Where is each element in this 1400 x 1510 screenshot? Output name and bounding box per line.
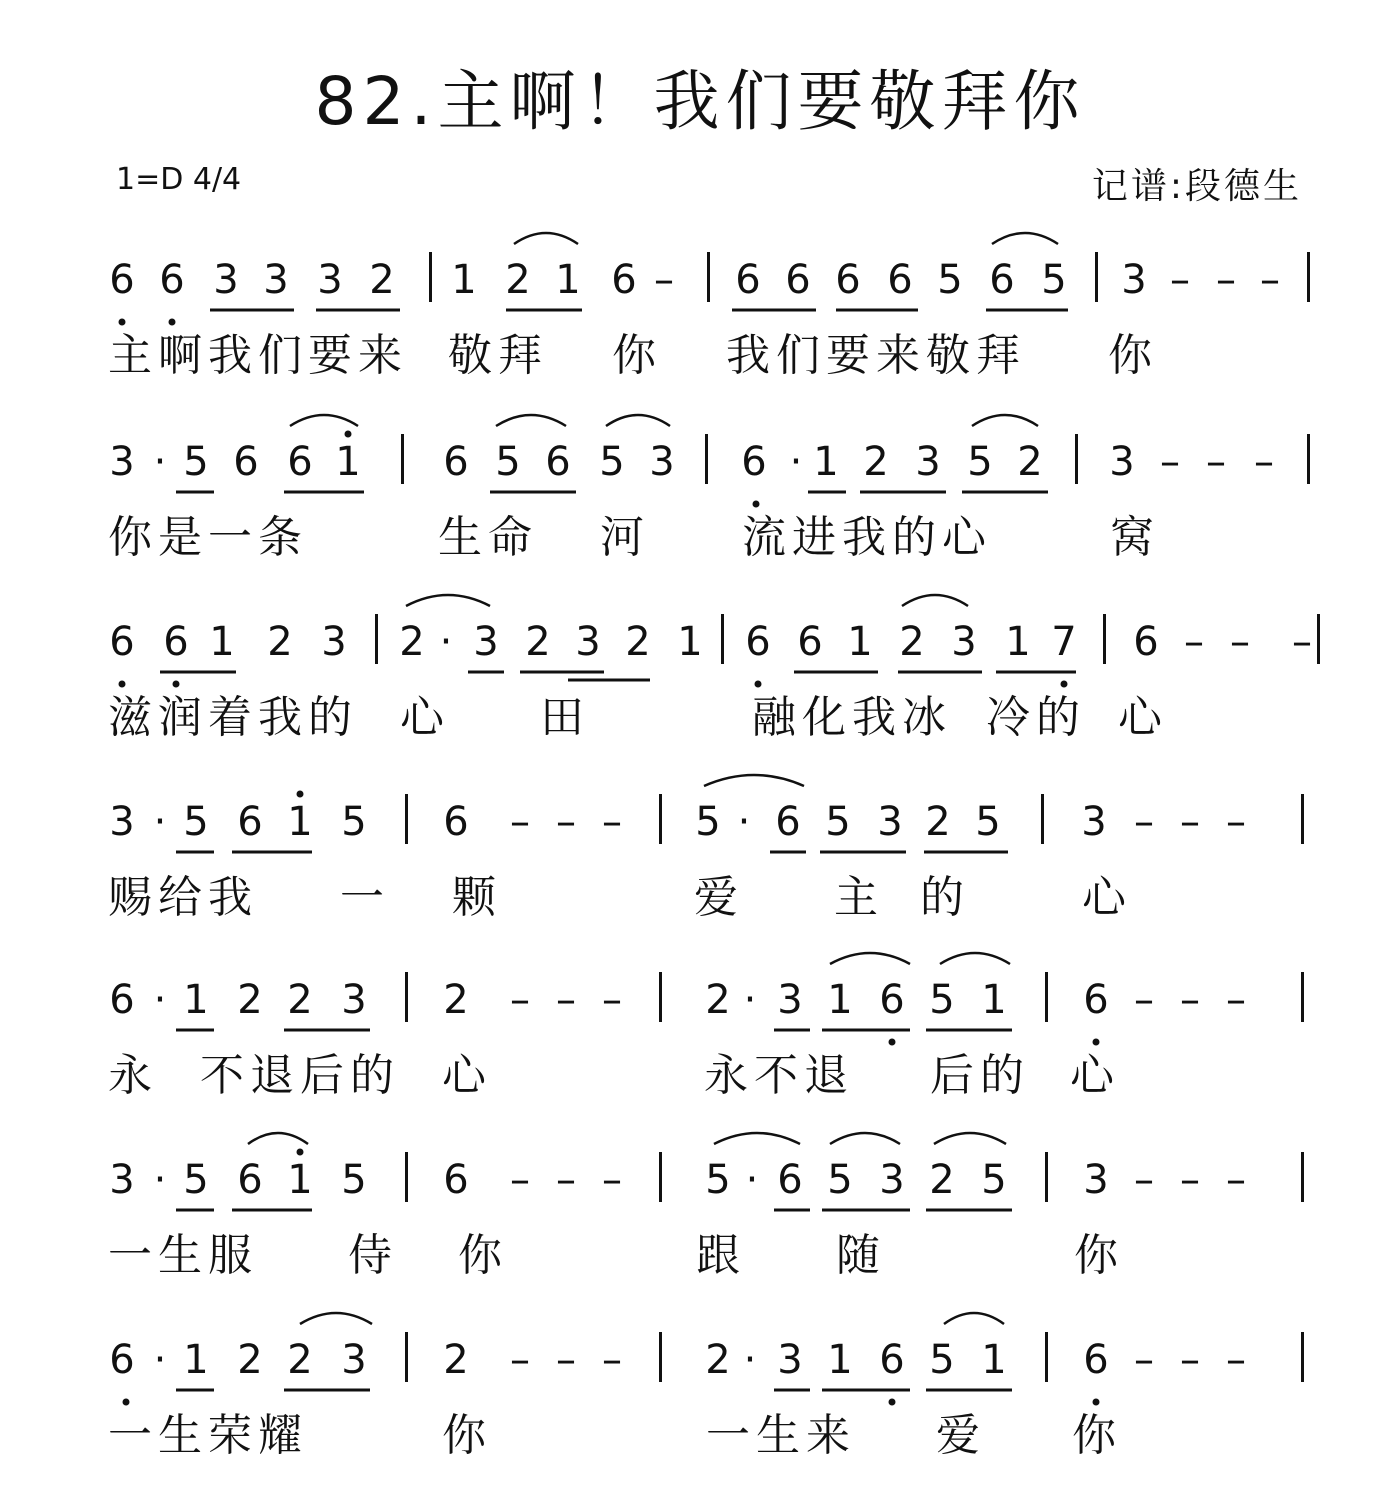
note-digit: 3 xyxy=(777,977,803,1023)
note-digit: 5 xyxy=(495,439,521,485)
note-digit: 1 xyxy=(209,619,235,665)
lyric-text: 冷的 xyxy=(986,692,1086,743)
slur-arc xyxy=(934,1133,1006,1144)
slur-arc xyxy=(972,415,1038,426)
dash-symbol: – xyxy=(556,799,576,845)
key-signature: 1=D 4/4 xyxy=(116,162,242,197)
note-digit: 6 xyxy=(879,977,905,1023)
note-digit: 1 xyxy=(981,977,1007,1023)
note-digit: 2 xyxy=(929,1157,955,1203)
note-digit: 6 xyxy=(443,439,469,485)
barline xyxy=(1307,434,1310,484)
lyric-text: 一生来 xyxy=(706,1410,856,1461)
slur-arc xyxy=(290,415,358,426)
barline xyxy=(1075,434,1078,484)
note-digit: 6 xyxy=(163,619,189,665)
note-digit: 3 xyxy=(777,1337,803,1383)
dot-symbol: · xyxy=(743,1337,757,1383)
note-digit: 6 xyxy=(879,1337,905,1383)
note-digit: 6 xyxy=(989,257,1015,303)
barline xyxy=(1095,252,1098,302)
slur-arc xyxy=(606,415,670,426)
lyric-text: 心 xyxy=(1070,1050,1114,1101)
lyric-text: 滋润着我的 xyxy=(108,692,358,743)
note-digit: 6 xyxy=(109,1337,135,1383)
note-digit: 3 xyxy=(1081,799,1107,845)
lyric-text: 心 xyxy=(442,1050,486,1101)
dot-symbol: · xyxy=(153,1157,167,1203)
notation-row xyxy=(0,792,1400,852)
dash-symbol: – xyxy=(1226,799,1246,845)
note-digit: 2 xyxy=(399,619,425,665)
note-digit: 6 xyxy=(109,257,135,303)
lyric-text: 你 xyxy=(612,330,656,381)
note-digit: 6 xyxy=(887,257,913,303)
barline xyxy=(375,614,378,664)
note-digit: 6 xyxy=(777,1157,803,1203)
dash-symbol: – xyxy=(1206,439,1226,485)
lyric-text: 爱 xyxy=(936,1410,980,1461)
note-digit: 3 xyxy=(575,619,601,665)
note-digit: 1 xyxy=(677,619,703,665)
barline xyxy=(1041,794,1044,844)
note-digit: 3 xyxy=(951,619,977,665)
note-digit: 3 xyxy=(109,799,135,845)
note-digit: 1 xyxy=(335,439,361,485)
note-digit: 1 xyxy=(827,1337,853,1383)
dash-symbol: – xyxy=(1134,1337,1154,1383)
barline xyxy=(1307,252,1310,302)
slur-arc xyxy=(514,233,578,244)
slur-arc xyxy=(902,595,968,606)
note-digit: 5 xyxy=(967,439,993,485)
note-digit: 6 xyxy=(835,257,861,303)
note-digit: 3 xyxy=(109,1157,135,1203)
note-digit: 5 xyxy=(929,977,955,1023)
lyric-text: 河 xyxy=(600,512,644,563)
note-digit: 3 xyxy=(915,439,941,485)
octave-dot-low xyxy=(889,1399,896,1406)
dot-symbol: · xyxy=(789,439,803,485)
lyric-text: 田 xyxy=(540,692,584,743)
lyric-text: 心 xyxy=(1118,692,1162,743)
note-digit: 3 xyxy=(321,619,347,665)
note-digit: 6 xyxy=(233,439,259,485)
dash-symbol: – xyxy=(1180,799,1200,845)
note-digit: 2 xyxy=(525,619,551,665)
barline xyxy=(1317,614,1320,664)
note-digit: 1 xyxy=(1005,619,1031,665)
note-digit: 1 xyxy=(451,257,477,303)
note-digit: 6 xyxy=(745,619,771,665)
note-digit: 5 xyxy=(981,1157,1007,1203)
dash-symbol: – xyxy=(1180,977,1200,1023)
dash-symbol: – xyxy=(1254,439,1274,485)
dash-symbol: – xyxy=(1180,1157,1200,1203)
note-digit: 2 xyxy=(625,619,651,665)
barline xyxy=(429,252,432,302)
note-digit: 5 xyxy=(705,1157,731,1203)
note-digit: 1 xyxy=(183,977,209,1023)
note-digit: 6 xyxy=(109,619,135,665)
slur-arc xyxy=(300,1313,372,1324)
lyric-text: 你 xyxy=(1072,1410,1116,1461)
lyric-text: 你 xyxy=(1108,330,1152,381)
note-digit: 5 xyxy=(1041,257,1067,303)
dash-symbol: – xyxy=(1134,977,1154,1023)
note-digit: 2 xyxy=(443,977,469,1023)
note-digit: 5 xyxy=(827,1157,853,1203)
lyric-text: 生命 xyxy=(438,512,538,563)
lyric-text: 你 xyxy=(1074,1230,1118,1281)
notation-row xyxy=(0,970,1400,1030)
barline xyxy=(659,1152,662,1202)
barline xyxy=(1045,1152,1048,1202)
lyric-text: 我们要来敬拜 xyxy=(726,330,1026,381)
dash-symbol: – xyxy=(1180,1337,1200,1383)
note-digit: 3 xyxy=(1109,439,1135,485)
octave-dot-low xyxy=(173,681,180,688)
note-digit: 6 xyxy=(797,619,823,665)
lyric-row xyxy=(0,330,1400,382)
slur-arc xyxy=(940,953,1010,964)
lyric-text: 窝 xyxy=(1110,512,1154,563)
barline xyxy=(405,1152,408,1202)
note-digit: 5 xyxy=(695,799,721,845)
dot-symbol: · xyxy=(743,977,757,1023)
note-digit: 1 xyxy=(827,977,853,1023)
note-digit: 3 xyxy=(1121,257,1147,303)
note-digit: 6 xyxy=(1083,977,1109,1023)
note-digit: 2 xyxy=(705,977,731,1023)
note-digit: 6 xyxy=(735,257,761,303)
lyric-text: 赐给我 xyxy=(108,872,258,923)
note-digit: 2 xyxy=(863,439,889,485)
dash-symbol: – xyxy=(510,1157,530,1203)
dot-symbol: · xyxy=(439,619,453,665)
dash-symbol: – xyxy=(1226,1337,1246,1383)
note-digit: 1 xyxy=(813,439,839,485)
note-digit: 2 xyxy=(443,1337,469,1383)
lyric-text: 你 xyxy=(458,1230,502,1281)
dot-symbol: · xyxy=(153,1337,167,1383)
note-digit: 6 xyxy=(611,257,637,303)
song-title: 82.主啊！我们要敬拜你 xyxy=(314,63,1086,140)
lyric-text: 后的 xyxy=(930,1050,1030,1101)
note-digit: 6 xyxy=(237,799,263,845)
slur-arc xyxy=(992,233,1058,244)
dash-symbol: – xyxy=(1134,1157,1154,1203)
note-digit: 5 xyxy=(183,799,209,845)
note-digit: 6 xyxy=(1083,1337,1109,1383)
notation-row xyxy=(0,1150,1400,1210)
note-digit: 6 xyxy=(237,1157,263,1203)
barline xyxy=(659,1332,662,1382)
lyric-text: 你是一条 xyxy=(108,512,308,563)
dash-symbol: – xyxy=(556,1157,576,1203)
lyric-text: 你 xyxy=(442,1410,486,1461)
slur-arc xyxy=(496,415,566,426)
dash-symbol: – xyxy=(602,977,622,1023)
lyric-row xyxy=(0,512,1400,564)
note-digit: 2 xyxy=(287,977,313,1023)
octave-dot-low xyxy=(753,501,760,508)
dash-symbol: – xyxy=(602,799,622,845)
lyric-row xyxy=(0,1050,1400,1102)
note-digit: 2 xyxy=(267,619,293,665)
lyric-row xyxy=(0,1410,1400,1462)
note-digit: 2 xyxy=(1017,439,1043,485)
note-digit: 6 xyxy=(109,977,135,1023)
lyric-text: 跟 xyxy=(696,1230,740,1281)
dot-symbol: · xyxy=(153,439,167,485)
note-digit: 6 xyxy=(545,439,571,485)
lyric-text: 颗 xyxy=(452,872,496,923)
octave-dot-low xyxy=(119,681,126,688)
note-digit: 2 xyxy=(287,1337,313,1383)
octave-dot-low xyxy=(1061,681,1068,688)
barline xyxy=(1301,794,1304,844)
note-digit: 1 xyxy=(183,1337,209,1383)
note-digit: 1 xyxy=(981,1337,1007,1383)
note-digit: 5 xyxy=(341,1157,367,1203)
barline xyxy=(401,434,404,484)
note-digit: 3 xyxy=(649,439,675,485)
lyric-text: 一生服 xyxy=(108,1230,258,1281)
barline xyxy=(707,252,710,302)
slur-arc xyxy=(830,953,910,964)
lyric-text: 永 xyxy=(108,1050,152,1101)
octave-dot-low xyxy=(123,1399,130,1406)
note-digit: 2 xyxy=(505,257,531,303)
note-digit: 5 xyxy=(341,799,367,845)
slur-arc xyxy=(704,775,804,786)
barline xyxy=(705,434,708,484)
lyric-text: 永不退 xyxy=(704,1050,854,1101)
dot-symbol: · xyxy=(153,977,167,1023)
barline xyxy=(1103,614,1106,664)
transcriber-credit: 记谱:段德生 xyxy=(1091,166,1302,207)
lyric-row xyxy=(0,692,1400,744)
barline xyxy=(721,614,724,664)
dash-symbol: – xyxy=(1170,257,1190,303)
note-digit: 6 xyxy=(741,439,767,485)
octave-dot-low xyxy=(755,681,762,688)
lyric-text: 流进我的心 xyxy=(742,512,992,563)
dash-symbol: – xyxy=(510,977,530,1023)
note-digit: 3 xyxy=(473,619,499,665)
note-digit: 5 xyxy=(929,1337,955,1383)
note-digit: 3 xyxy=(213,257,239,303)
note-digit: 6 xyxy=(775,799,801,845)
note-digit: 1 xyxy=(555,257,581,303)
note-digit: 2 xyxy=(237,1337,263,1383)
note-digit: 3 xyxy=(263,257,289,303)
barline xyxy=(405,794,408,844)
note-digit: 3 xyxy=(109,439,135,485)
note-digit: 5 xyxy=(975,799,1001,845)
note-digit: 5 xyxy=(825,799,851,845)
lyric-text: 爱 xyxy=(694,872,738,923)
note-digit: 2 xyxy=(237,977,263,1023)
lyric-text: 心 xyxy=(1082,872,1126,923)
dash-symbol: – xyxy=(1230,619,1250,665)
barline xyxy=(1045,972,1048,1022)
dash-symbol: – xyxy=(1260,257,1280,303)
note-digit: 2 xyxy=(899,619,925,665)
octave-dot-low xyxy=(889,1039,896,1046)
octave-dot-low xyxy=(1093,1039,1100,1046)
note-digit: 1 xyxy=(287,1157,313,1203)
dot-symbol: · xyxy=(745,1157,759,1203)
notation-row xyxy=(0,250,1400,310)
dash-symbol: – xyxy=(1184,619,1204,665)
slur-arc xyxy=(714,1133,800,1144)
note-digit: 1 xyxy=(847,619,873,665)
lyric-text: 随 xyxy=(836,1230,880,1281)
lyric-text: 一生荣耀 xyxy=(108,1410,308,1461)
note-digit: 6 xyxy=(159,257,185,303)
notation-row xyxy=(0,1330,1400,1390)
barline xyxy=(1301,1332,1304,1382)
barline xyxy=(659,972,662,1022)
slur-arc xyxy=(248,1133,308,1144)
barline xyxy=(405,1332,408,1382)
note-digit: 7 xyxy=(1051,619,1077,665)
note-digit: 3 xyxy=(341,977,367,1023)
note-digit: 3 xyxy=(1083,1157,1109,1203)
notation-row xyxy=(0,612,1400,672)
lyric-text: 不退后的 xyxy=(200,1050,400,1101)
barline xyxy=(405,972,408,1022)
dash-symbol: – xyxy=(1226,1157,1246,1203)
note-digit: 3 xyxy=(877,799,903,845)
note-digit: 6 xyxy=(443,799,469,845)
note-digit: 2 xyxy=(925,799,951,845)
lyric-text: 主啊我们要来 xyxy=(108,330,408,381)
note-digit: 2 xyxy=(369,257,395,303)
dash-symbol: – xyxy=(556,1337,576,1383)
note-digit: 6 xyxy=(287,439,313,485)
note-digit: 6 xyxy=(785,257,811,303)
dash-symbol: – xyxy=(1134,799,1154,845)
dash-symbol: – xyxy=(510,1337,530,1383)
octave-dot-low xyxy=(119,319,126,326)
note-digit: 6 xyxy=(1133,619,1159,665)
octave-dot-low xyxy=(169,319,176,326)
dash-symbol: – xyxy=(510,799,530,845)
lyric-text: 侍 xyxy=(348,1230,392,1281)
note-digit: 5 xyxy=(599,439,625,485)
slur-arc xyxy=(406,595,490,606)
note-digit: 1 xyxy=(287,799,313,845)
dash-symbol: – xyxy=(1160,439,1180,485)
dash-symbol: – xyxy=(602,1157,622,1203)
lyric-text: 一 xyxy=(340,872,384,923)
note-digit: 3 xyxy=(317,257,343,303)
lyric-text: 心 xyxy=(400,692,444,743)
lyric-row xyxy=(0,872,1400,924)
slur-arc xyxy=(944,1313,1004,1324)
dash-symbol: – xyxy=(1226,977,1246,1023)
lyric-row xyxy=(0,1230,1400,1282)
notation-row xyxy=(0,432,1400,492)
note-digit: 3 xyxy=(341,1337,367,1383)
note-digit: 5 xyxy=(183,1157,209,1203)
barline xyxy=(1301,972,1304,1022)
dash-symbol: – xyxy=(602,1337,622,1383)
lyric-text: 主 xyxy=(834,872,878,923)
slur-arc xyxy=(830,1133,900,1144)
dash-symbol: – xyxy=(1216,257,1236,303)
barline xyxy=(1045,1332,1048,1382)
note-digit: 3 xyxy=(879,1157,905,1203)
dot-symbol: · xyxy=(737,799,751,845)
dash-symbol: – xyxy=(556,977,576,1023)
lyric-text: 的 xyxy=(920,872,964,923)
dash-symbol: – xyxy=(654,257,674,303)
lyric-text: 敬拜 xyxy=(448,330,548,381)
note-digit: 5 xyxy=(937,257,963,303)
barline xyxy=(659,794,662,844)
note-digit: 5 xyxy=(183,439,209,485)
note-digit: 6 xyxy=(443,1157,469,1203)
note-digit: 2 xyxy=(705,1337,731,1383)
dot-symbol: · xyxy=(153,799,167,845)
barline xyxy=(1301,1152,1304,1202)
dash-symbol: – xyxy=(1292,619,1312,665)
lyric-text: 融化我冰 xyxy=(752,692,952,743)
octave-dot-low xyxy=(1093,1399,1100,1406)
